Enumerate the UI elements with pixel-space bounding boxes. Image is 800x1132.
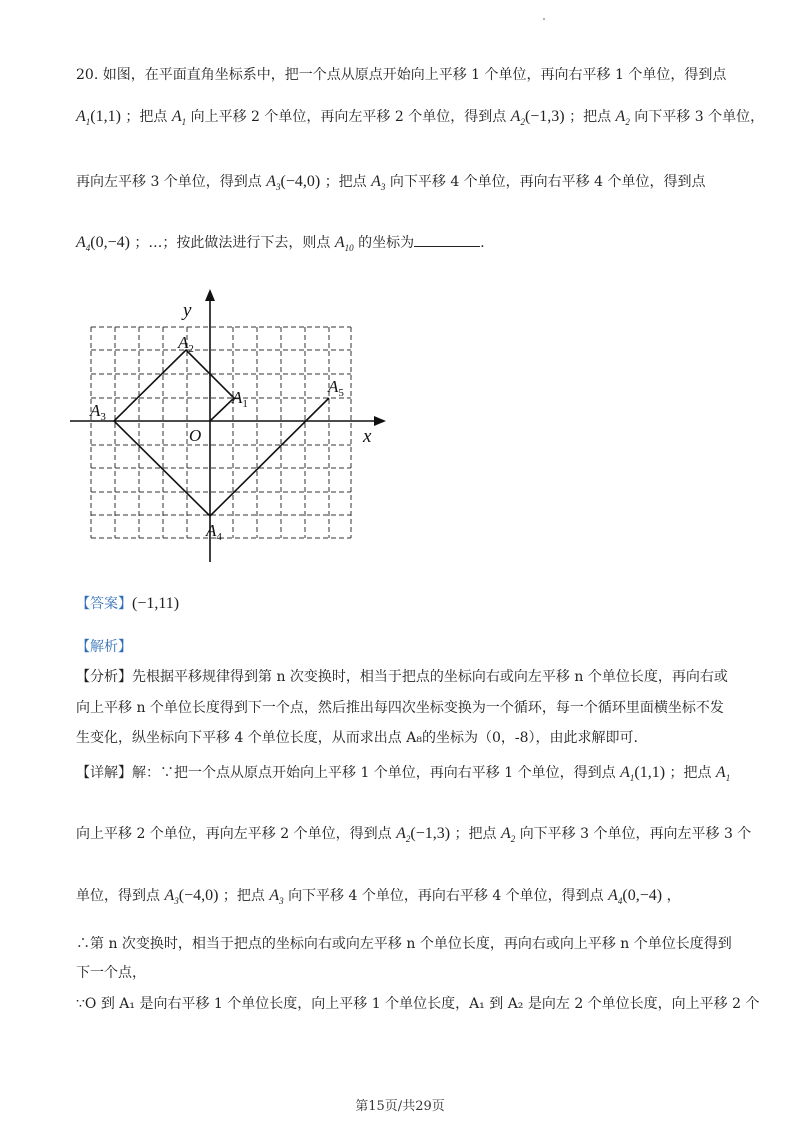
answer-blank xyxy=(414,234,480,247)
analysis-p1-l3: 生变化，纵坐标向下平移 4 个单位长度，从而求出点 A₈的坐标为（0，-8），由此求解即可. xyxy=(76,730,638,746)
label-a3: $A_3$ xyxy=(90,401,106,423)
detail-line-5: 下一个点， xyxy=(76,965,146,981)
point-a3: $A_3(-4,0)$ xyxy=(266,173,321,193)
label-a1: $A_1$ xyxy=(232,388,248,410)
problem-line-4: $A_4(0,-4)$ ；…；按此做法进行下去，则点 $A_{10}$ 的坐标为 . xyxy=(76,234,485,254)
analysis-tag-line xyxy=(76,636,132,656)
detail-line-4: ∴第 n 次变换时，相当于把点的坐标向右或向左平移 n 个单位长度，再向右或向上平移 n 个单位长度得到 xyxy=(76,936,732,952)
problem-line-3: 再向左平移 3 个单位，得到点 $A_3(-4,0)$ ；把点 $A_3$ 向下平移 4 个单位，再向右平移 4 个单位，得到点 xyxy=(76,173,706,193)
label-a5: $A_5$ xyxy=(328,377,344,399)
detail-line-6: ∵O 到 A₁ 是向右平移 1 个单位长度，向上平移 1 个单位长度，A₁ 到 A₂ 是向左 2 个单位长度，向上平移 2 个 xyxy=(76,996,760,1012)
label-a2: $A_2$ xyxy=(178,333,194,355)
point-a2: $A_2(-1,3)$ xyxy=(510,108,565,128)
answer-value: (−1,11) xyxy=(132,595,180,612)
problem-line-1: 20. 如图，在平面直角坐标系中，把一个点从原点开始向上平移 1 个单位，再向右平移 1 个单位，得到点 xyxy=(76,67,727,83)
translation-path xyxy=(114,350,329,516)
point-a1: $A_1(1,1)$ xyxy=(76,108,121,128)
coordinate-figure xyxy=(70,286,390,568)
x-axis-label: x xyxy=(363,426,372,447)
origin-label: O xyxy=(189,426,202,445)
page-footer: 第15页/共29页 xyxy=(355,1099,445,1114)
grid xyxy=(91,327,351,538)
detail-line-1: 【详解】解：∵把一个点从原点开始向上平移 1 个单位，再向右平移 1 个单位，得到点 $A_1(1,1)$ ；把点 $A_1$ xyxy=(76,764,731,784)
analysis-p1-l1: 【分析】先根据平移规律得到第 n 次变换时，相当于把点的坐标向右或向左平移 n 个单位长度，再向右或 xyxy=(76,669,728,685)
answer-tag: 【答案】 xyxy=(76,596,132,612)
answer-line xyxy=(76,593,179,613)
problem-line-2: $A_1(1,1)$ ；把点 $A_1$ 向上平移 2 个单位，再向左平移 2 个单位，得到点 $A_2(-1,3)$ ；把点 $A_2$ 向下平移 3 个单位， xyxy=(76,108,765,128)
point-a4: $A_4(0,-4)$ xyxy=(76,234,130,254)
y-axis-label: y xyxy=(183,300,192,321)
scan-dot xyxy=(543,18,545,20)
y-axis-arrow xyxy=(205,289,215,301)
label-a4: $A_4$ xyxy=(206,521,222,543)
analysis-p1-l2: 向上平移 n 个单位长度得到下一个点，然后推出每四次坐标变换为一个循环，每一个循环里面横坐标不发 xyxy=(76,700,724,716)
analysis-tag: 【解析】 xyxy=(76,639,132,655)
point-a10: $A_{10}$ xyxy=(334,234,354,254)
detail-line-2: 向上平移 2 个单位，再向左平移 2 个单位，得到点 $A_2(-1,3)$ ；把点 $A_2$ 向下平移 3 个单位，再向左平移 3 个 xyxy=(76,825,752,845)
x-axis-arrow xyxy=(374,416,386,426)
detail-line-3: 单位，得到点 $A_3(-4,0)$ ；把点 $A_3$ 向下平移 4 个单位，再向右平移 4 个单位，得到点 $A_4(0,-4)$ ， xyxy=(76,887,681,907)
